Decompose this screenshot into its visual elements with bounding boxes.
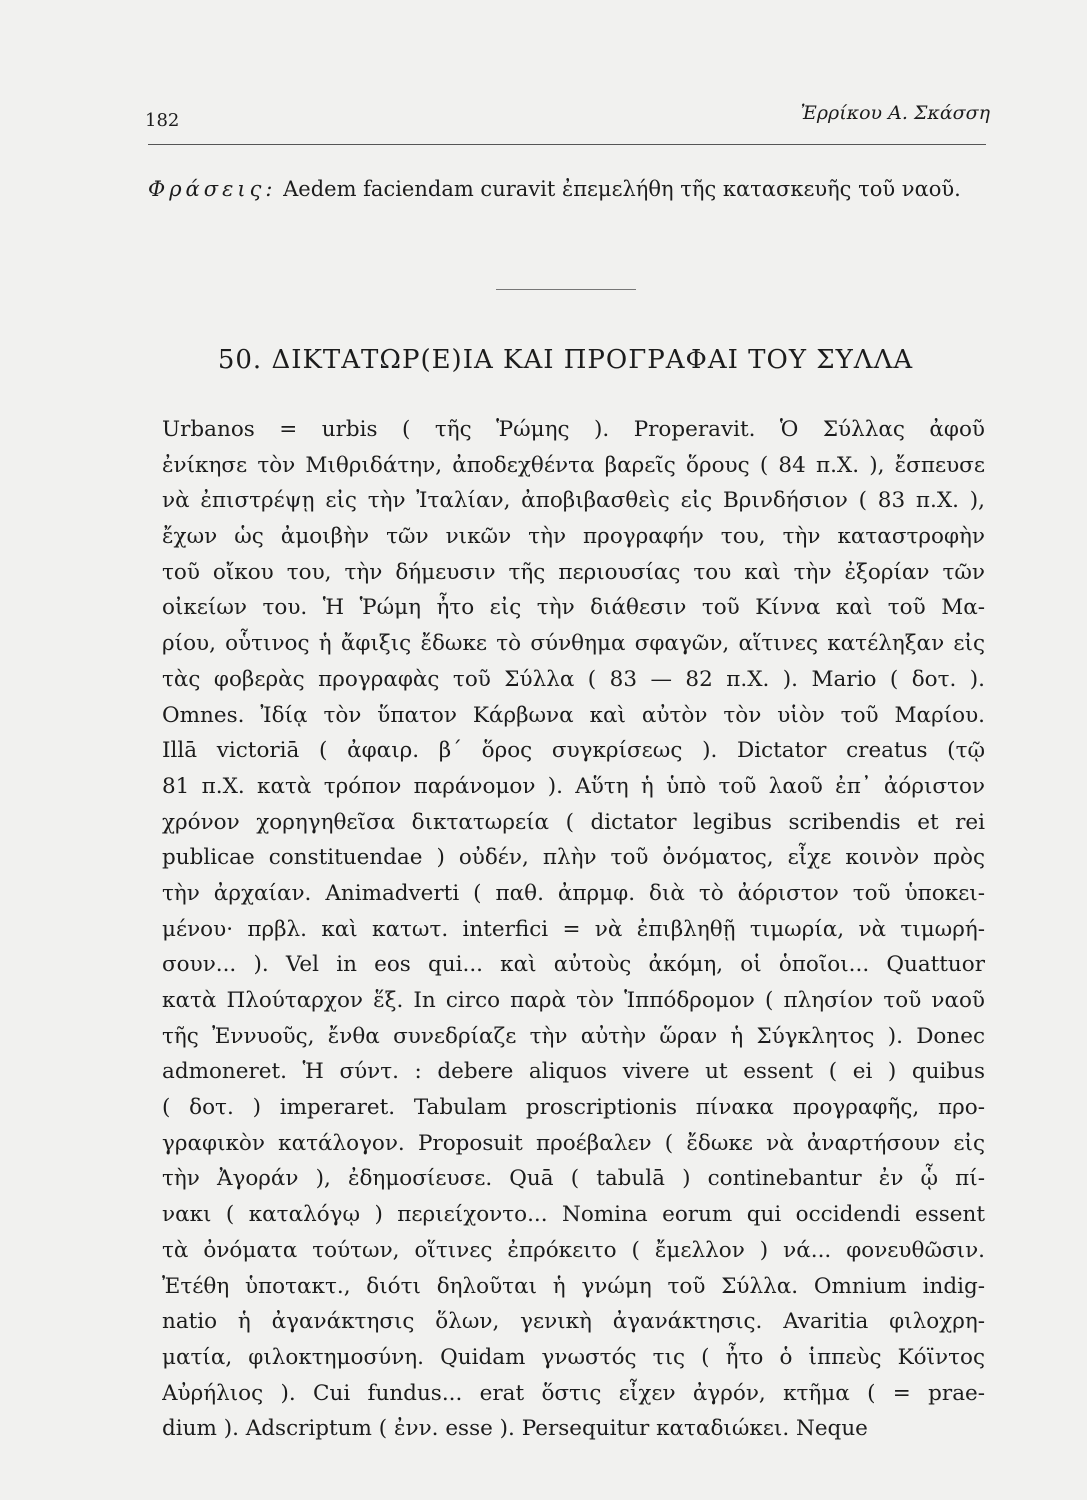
body-line: τὰς φοβερὰς προγραφὰς τοῦ Σύλλα ( 83 — 82 π.Χ. ). Mario ( δοτ. ).	[162, 666, 985, 692]
body-line: admoneret. Ἡ σύντ. : debere aliquos vivere ut essent ( ei ) quibus	[162, 1059, 985, 1085]
body-line: ἐνίκησε τὸν Μιθριδάτην, ἀποδεχθέντα βαρεῖς ὅρους ( 84 π.Χ. ), ἔσπευσε	[162, 452, 985, 478]
body-line: κατὰ Πλούταρχον ἕξ. In circo παρὰ τὸν Ἱππόδρομον ( πλησίον τοῦ ναοῦ	[162, 988, 985, 1013]
section-title: 50. ΔΙΚΤΑΤΩΡ(Ε)ΙΑ ΚΑΙ ΠΡΟΓΡΑΦΑΙ ΤΟΥ ΣΥΛΛΑ	[217, 345, 914, 375]
body-line: σουν... ). Vel in eos qui... καὶ αὐτοὺς ἀκόμη, οἱ ὁποῖοι... Quattuor	[162, 952, 985, 978]
page-number: 182	[145, 110, 180, 131]
body-line: νακι ( καταλόγῳ ) περιείχοντο... Nomina eorum qui occidendi essent	[162, 1202, 985, 1228]
body-line: τὴν Ἀγοράν ), ἐδημοσίευσε. Quā ( tabulā ) continebantur ἐν ᾧ πί-	[162, 1166, 985, 1192]
running-head: Ἐρρίκου Α. Σκάσση	[800, 102, 990, 124]
body-line: Illā victoriā ( ἀφαιρ. β΄ ὅρος συγκρίσεως ). Dictator creatus (τῷ	[162, 738, 985, 764]
body-line: οἰκείων του. Ἡ Ῥώμη ἦτο εἰς τὴν διάθεσιν τοῦ Κίννα καὶ τοῦ Μα-	[162, 595, 985, 621]
phrases-text: Aedem faciendam curavit ἐπεμελήθη τῆς κατασκευῆς τοῦ ναοῦ.	[283, 177, 961, 201]
body-line: γραφικὸν κατάλογον. Proposuit προέβαλεν ( ἔδωκε νὰ ἀναρτήσουν εἰς	[162, 1130, 985, 1156]
page-header	[145, 100, 990, 140]
phrases-paragraph	[148, 172, 983, 207]
body-line: τοῦ οἴκου του, τὴν δήμευσιν τῆς περιουσίας του καὶ τὴν ἐξορίαν τῶν	[162, 559, 985, 585]
body-line: 81 π.Χ. κατὰ τρόπον παράνομον ). Αὕτη ἡ ὑπὸ τοῦ λαοῦ ἐπ᾽ ἀόριστον	[162, 773, 985, 799]
body-line: natio ἡ ἀγανάκτησις ὅλων, γενικὴ ἀγανάκτησις. Avaritia φιλοχρη-	[162, 1309, 985, 1335]
body-line: τὰ ὀνόματα τούτων, οἵτινες ἐπρόκειτο ( ἔμελλον ) νά... φονευθῶσιν.	[162, 1237, 985, 1263]
body-line: ματία, φιλοκτημοσύνη. Quidam γνωστός τις ( ἦτο ὁ ἱππεὺς Κόϊντος	[162, 1344, 985, 1370]
body-line: ( δοτ. ) imperaret. Tabulam proscriptionis πίνακα προγραφῆς, προ-	[162, 1095, 985, 1121]
body-line: publicae constituendae ) οὐδέν, πλὴν τοῦ ὀνόματος, εἶχε κοινὸν πρὸς	[162, 845, 985, 871]
body-line: Ἐτέθη ὑποτακτ., διότι δηλοῦται ἡ γνώμη τοῦ Σύλλα. Omnium indig-	[162, 1273, 985, 1299]
body-line: ρίου, οὗτινος ἡ ἄφιξις ἔδωκε τὸ σύνθημα σφαγῶν, αἵτινες κατέληξαν εἰς	[162, 631, 985, 657]
body-line: νὰ ἐπιστρέψῃ εἰς τὴν Ἰταλίαν, ἀποβιβασθεὶς εἰς Βρινδήσιον ( 83 π.Χ. ),	[162, 488, 985, 514]
phrases-label: Φράσεις:	[148, 177, 277, 201]
body-line: ἔχων ὡς ἀμοιβὴν τῶν νικῶν τὴν προγραφήν του, τὴν καταστροφὴν	[162, 524, 985, 550]
body-line: Urbanos = urbis ( τῆς Ῥώμης ). Properavit. Ὁ Σύλλας ἀφοῦ	[162, 417, 985, 442]
body-line: τῆς Ἐννυοῦς, ἔνθα συνεδρίαζε τὴν αὐτὴν ὥραν ἡ Σύγκλητος ). Donec	[162, 1023, 985, 1049]
header-rule	[148, 144, 986, 145]
body-line: Omnes. Ἰδίᾳ τὸν ὕπατον Κάρβωνα καὶ αὐτὸν τὸν υἱὸν τοῦ Μαρίου.	[162, 702, 985, 728]
body-line: τὴν ἀρχαίαν. Animadverti ( παθ. ἀπρμφ. διὰ τὸ ἀόριστον τοῦ ὑποκει-	[162, 880, 985, 906]
body-line: dium ). Adscriptum ( ἐνν. esse ). Persequitur καταδιώκει. Neque	[162, 1416, 868, 1442]
body-line: χρόνον χορηγηθεῖσα δικτατωρεία ( dictator legibus scribendis et rei	[162, 809, 985, 835]
body-line: Αὐρήλιος ). Cui fundus... erat ὅστις εἶχεν ἀγρόν, κτῆμα ( = prae-	[162, 1380, 985, 1406]
commentary-body	[162, 412, 985, 1447]
body-line: μένου· πρβλ. καὶ κατωτ. interfici = νὰ ἐπιβληθῇ τιμωρία, νὰ τιμωρή-	[162, 916, 985, 942]
section-separator	[496, 289, 636, 290]
